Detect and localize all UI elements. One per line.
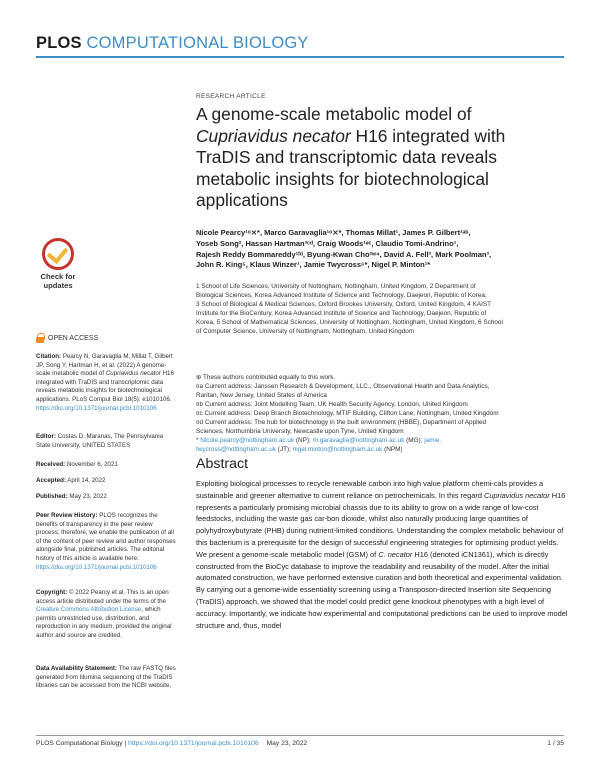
citation-doi-link[interactable]: https://doi.org/10.1371/journal.pcbi.1010106 [36,404,157,412]
author-list: Nicole Pearcy¹ᵒ⨯*, Marco Garavaglia¹ᵒ⨯*, Thomas Millat¹, James P. Gilbert¹ᵃᵇ, Yoseb Song², Hassan Hartman³ᶜᵈ, Craig Woods¹ᵉᶜ, Claudio Tomi-Andrino¹, Rajesh Reddy Bommareddy¹ᶠᵈ, Byung-Kwan Cho²ʷ⁴, David A. Fell³, Mark Poolman³, John R. King⁵, Klaus Winzer¹, Jamie Twycross⁶*, Nigel P. Minton¹* [196,228,492,270]
article-type: RESEARCH ARTICLE [196,93,266,100]
peer-review-history: Peer Review History: PLOS recognizes the benefits of transparency in the peer review process; therefore, we enable the publication of all of the content of peer review and author responses alongside final, published articles. The editorial history of this article is available here: https://doi.org/10.1371/journal.pcbi.1010106 [36,512,176,571]
email-link-npm[interactable]: nigel.minton@nottingham.ac.uk [292,446,383,453]
citation: Citation: Pearcy N, Garavaglia M, Millat T, Gilbert JP, Song Y, Hartman H, et al. (2022) A genome-scale metabolic model of Cupriavidus necator H16 integrated with TraDIS and transcriptomic data reveals metabolic insights for biotechnological applications. PLoS Comput Biol 18(5): e1010106. https://doi.org/10.1371/journal.pcbi.1010106 [36,353,174,412]
abstract-body: Exploiting biological processes to recycle renewable carbon into high value platform chemi-cals provides a sustainable and greener alternative to current reliance on petrochemicals. In this regard Cupriavidus necator H16 represents a particularly promising microbial chassis due to its ability to grow on a wide range of low-cost feedstocks, including the waste gas car-bon dioxide, whilst also naturally producing large quantities of polyhydroxybutyrate (PHB) during nutrient-limited conditions. Understanding the complex metabolic behaviour of this bacterium is a prerequisite for the design of successful engineering strategies for optimising product yields. We present a genome-scale metabolic model (GSM) of C. necator H16 (denoted iCN1361), which is directly constructed from the BioCyc database to improve the readability and reusability of the model. After the initial automated construction, we have performed extensive curation and both theoretical and experimental validation. By carrying out a genome-wide essentiality screening using a Transposon-directed Insertion site Sequencing (TraDIS) approach, we showed that the model could predict gene knockout phenotypes with a high level of accuracy. Importantly, we indicate how experimental and computational predictions can be used to improve model structure and, thus, model [196,479,568,630]
journal-header [36,34,309,53]
email-link-jt-part1[interactable]: jamie. [424,437,442,444]
editor: Editor: Costas D. Maranas, The Pennsylvania State University, UNITED STATES [36,433,164,449]
open-lock-icon [36,333,44,343]
peer-review-link[interactable]: https://doi.org/10.1371/journal.pcbi.1010106 [36,563,157,571]
author-notes: ⊕ These authors contributed equally to this work. ¤a Current address: Janssen Research & Development, LLC., Observational Health and Data Analytics, Raritan, New Jersey, United States of America ¤b Current address: Joint Modelling Team, UK Health Security Agency, London, United Kingdom ¤c Current address: Deep Branch Biotechnology, MTIF Building, Clifton Lane, Nottingham, United Kingdom ¤d Current address: The hub for biotechnology in the built environment (HBBE), Department of Applied Sciences, Northumbria University, Newcastle upon Tyne, United Kingdom * Nicole.pearcy@nottingham.ac.uk (NP); m.garavaglia@nottingham.ac.uk (MG); jamie. twycross@nottingham.ac.uk (JT); nigel.minton@nottingham.ac.uk (NPM) [196,373,568,454]
page-number: 1 / 35 [547,740,564,747]
footer-citation: PLOS Computational Biology | https://doi.org/10.1371/journal.pcbi.1010106 May 23, 2022 [36,740,308,747]
journal-name: COMPUTATIONAL BIOLOGY [86,34,309,52]
header-rule [36,56,564,58]
abstract-heading: Abstract [196,456,249,472]
check-icon [42,238,74,270]
email-link-jt-part2[interactable]: twycross@nottingham.ac.uk [196,446,277,453]
check-updates-text: Check for updates [40,272,76,290]
page-footer [36,735,564,747]
article-title: A genome-scale metabolic model of Cupriavidus necator H16 integrated with TraDIS and transcriptomic data reveals metabolic insights for biotechnological applications [196,104,506,211]
received: Received: November 6, 2021 [36,461,118,468]
copyright: Copyright: © 2022 Pearcy et al. This is an open access article distributed under the terms of the Creative Commons Attribution License, which permits unrestricted use, distribution, and reproduction in any medium, provided the original author and source are credited. [36,589,172,639]
email-line-2: twycross@nottingham.ac.uk (JT); nigel.minton@nottingham.ac.uk (NPM) [196,446,403,453]
journal-plos: PLOS [36,34,82,52]
open-access-label: OPEN ACCESS [36,333,98,343]
published: Published: May 23, 2022 [36,493,107,500]
check-for-updates-badge[interactable] [36,236,80,292]
cc-license-link[interactable]: Creative Commons Attribution License [36,606,142,614]
footer-doi-link[interactable]: https://doi.org/10.1371/journal.pcbi.1010106 [128,740,259,747]
data-availability: Data Availability Statement: The raw FASTQ files generated from Illumina sequencing of the TraDIS libraries can be accessed from the NCBI website, [36,665,176,690]
email-link-mg[interactable]: m.garavaglia@nottingham.ac.uk [312,437,405,444]
email-link-np[interactable]: Nicole.pearcy@nottingham.ac.uk [200,437,295,444]
email-line-1: * Nicole.pearcy@nottingham.ac.uk (NP); m.garavaglia@nottingham.ac.uk (MG); jamie. [196,437,442,444]
affiliations: 1 School of Life Sciences, University of Nottingham, Nottingham, United Kingdom, 2 Department of Biological Sciences, Korea Advanced Institute of Science and Technology, Daejeon, Republic of Korea, 3 School of Biological & Medical Sciences, Oxford Brookes University, Oxford, United Kingdom, 4 KAIST Institute for the BioCentury, Korea Advanced Institute of Science and Technology, Daejeon, Republic of Korea, 5 School of Mathematical Sciences, University of Nottingham, Nottingham, United Kingdom, 6 School of Computer Science, University of Nottingham, Nottingham, United Kingdom [196,283,503,335]
accepted: Accepted: April 14, 2022 [36,477,106,484]
